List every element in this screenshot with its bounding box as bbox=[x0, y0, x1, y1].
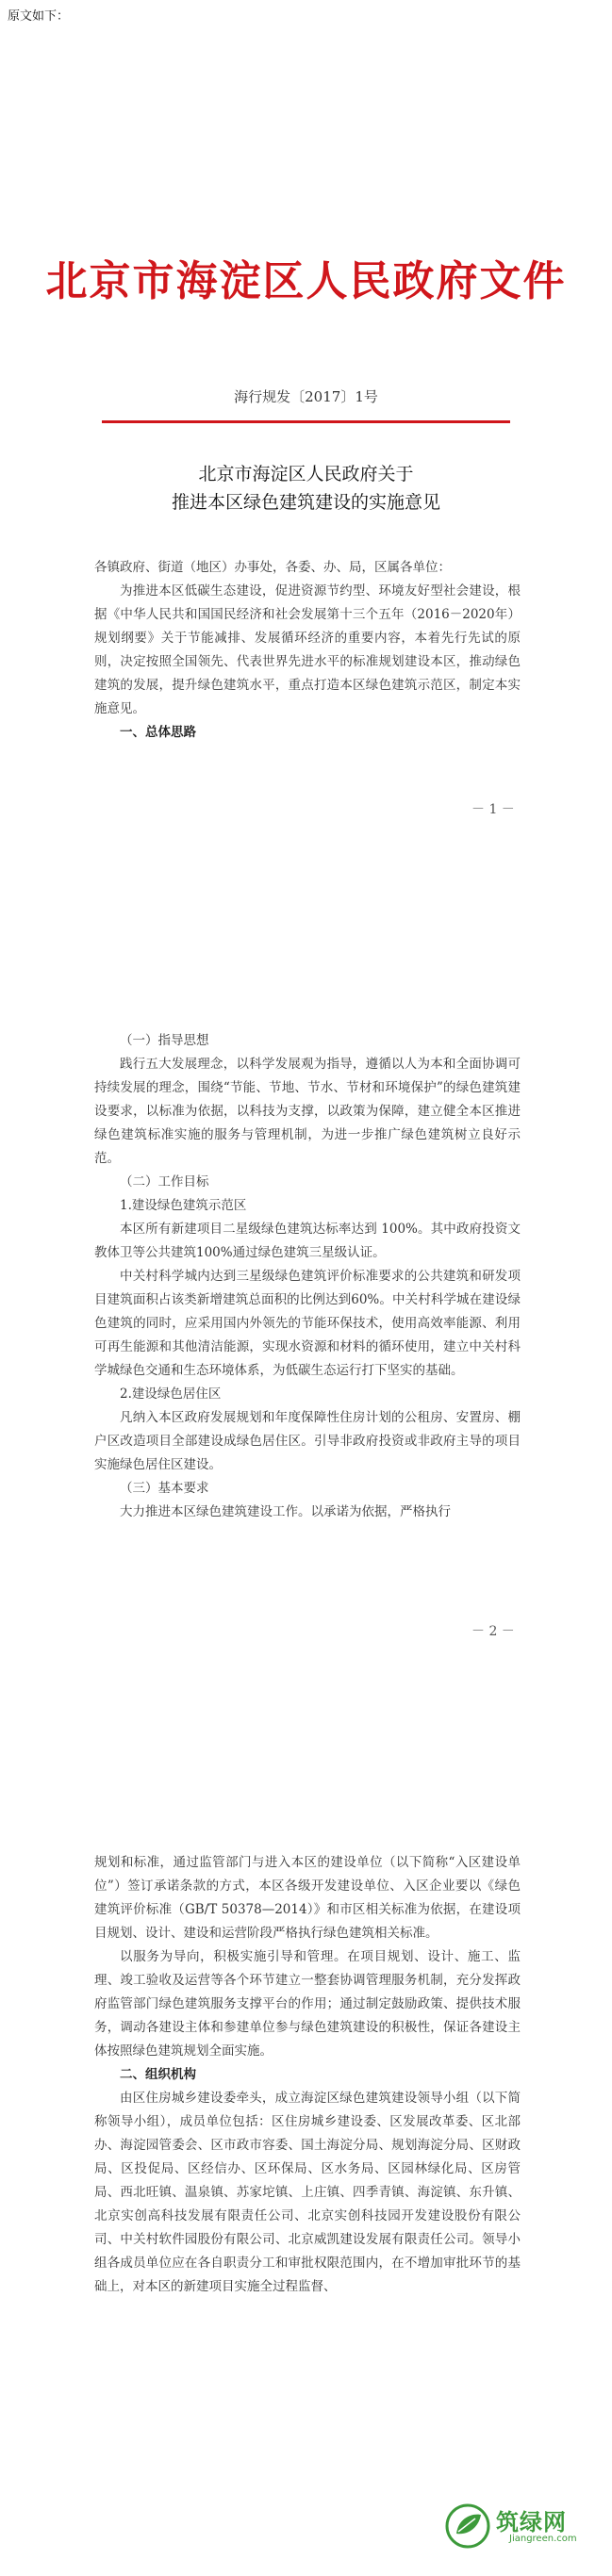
document-number: 海行规发〔2017〕1号 bbox=[234, 388, 378, 405]
requirements-continued-paragraph: 规划和标准，通过监管部门与进入本区的建设单位（以下简称“入区建设单位”）签订承诺条款的方式，本区各级开发建设单位、入区企业要以《绿色建筑评价标准（GB/T 50378—2014）》和市区相关标准为依据，在建设项目规划、设计、建设和运营阶段严格执行绿色建筑相关标准。 bbox=[94, 1855, 521, 1941]
intro-text: 原文如下： bbox=[8, 9, 70, 24]
organization-paragraph: 由区住房城乡建设委牵头，成立海淀区绿色建筑建设领导小组（以下简称领导小组），成员单位包括：区住房城乡建设委、区发展改革委、区北部办、海淀园管委会、区市政市容委、国土海淀分局、规划海淀分局、区财政局、区投促局、区经信办、区环保局、区水务局、区园林绿化局、区房管局、西北旺镇、温泉镇、苏家坨镇、上庄镇、四季青镇、海淀镇、东升镇、北京实创高科技发展有限责任公司、北京实创科技园开发建设股份有限公司、中关村软件园股份有限公司、北京威凯建设发展有限责任公司。领导小组各成员单位应在各自职责分工和审批权限范围内，在不增加审批环节的基础上，对本区的新建项目实施全过程监督、 bbox=[94, 2091, 521, 2294]
subheading-guiding-ideology: （一）指导思想 bbox=[120, 1033, 209, 1048]
page-2-body bbox=[94, 1029, 521, 1524]
preamble-paragraph: 为推进本区低碳生态建设，促进资源节约型、环境友好型社会建设，根据《中华人民共和国国民经济和社会发展第十三个五年（2016－2020年）规划纲要》关于节能减排、发展循环经济的重要内容，本着先行先试的原则，决定按照全国领先、代表世界先进水平的标准规划建设本区，推动绿色建筑的发展，提升绿色建筑水平，重点打造本区绿色建筑示范区，制定本实施意见。 bbox=[94, 583, 521, 716]
page-number-2: － 2 － bbox=[471, 1624, 515, 1639]
page-number-1: － 1 － bbox=[471, 802, 515, 817]
basic-requirements-paragraph: 大力推进本区绿色建筑建设工作。以承诺为依据，严格执行 bbox=[120, 1504, 451, 1519]
watermark-logo bbox=[443, 2498, 608, 2554]
recipients-line: 各镇政府、街道（地区）办事处，各委、办、局，区属各单位： bbox=[94, 560, 451, 575]
watermark-url-text: Jiangreen.com bbox=[509, 2534, 577, 2544]
goal-item-1-title: 1.建设绿色建筑示范区 bbox=[120, 1198, 247, 1213]
guiding-ideology-paragraph: 践行五大发展理念，以科学发展观为指导，遵循以人为本和全面协调可持续发展的理念，围绕“节能、节地、节水、节材和环境保护”的绿色建筑建设要求，以标准为依据，以科技为支撑，以政策为保障，建立健全本区推进绿色建筑标准实施的服务与管理机制，为进一步推广绿色建筑树立良好示范。 bbox=[94, 1057, 521, 1166]
section-heading-organization: 二、组织机构 bbox=[120, 2067, 196, 2082]
watermark-brand-text: 筑绿网 bbox=[496, 2509, 567, 2535]
goal-1-paragraph-b: 中关村科学城内达到三星级绿色建筑评价标准要求的公共建筑和研发项目建筑面积占该类新增建筑总面积的比例达到60%。中关村科学城在建设绿色建筑的同时，应采用国内外领先的节能环保技术，使用高效率能源、利用可再生能源和其他清洁能源，实现水资源和材料的循环使用，建立中关村科学城绿色交通和生态环境体系，为低碳生态运行打下坚实的基础。 bbox=[94, 1269, 521, 1378]
document-title bbox=[0, 460, 612, 517]
subheading-basic-requirements: （三）基本要求 bbox=[120, 1481, 209, 1496]
page-3-body bbox=[94, 1851, 521, 2299]
red-divider-line bbox=[102, 420, 510, 423]
leaf-logo-icon bbox=[443, 2502, 492, 2551]
goal-item-2-title: 2.建设绿色居住区 bbox=[120, 1386, 222, 1402]
goal-2-paragraph: 凡纳入本区政府发展规划和年度保障性住房计划的公租房、安置房、棚户区改造项目全部建设成绿色居住区。引导非政府投资或非政府主导的项目实施绿色居住区建设。 bbox=[94, 1410, 521, 1472]
document-title-line-2: 推进本区绿色建筑建设的实施意见 bbox=[171, 492, 440, 513]
page-1-body bbox=[94, 556, 521, 745]
goal-1-paragraph-a: 本区所有新建项目二星级绿色建筑达标率达到 100%。其中政府投资文教体卫等公共建筑100%通过绿色建筑三星级认证。 bbox=[94, 1222, 521, 1260]
document-title-line-1: 北京市海淀区人民政府关于 bbox=[198, 464, 414, 484]
subheading-work-goals: （二）工作目标 bbox=[120, 1174, 209, 1190]
service-guidance-paragraph: 以服务为导向，积极实施引导和管理。在项目规划、设计、施工、监理、竣工验收及运营等各个环节建立一整套协调管理服务机制，充分发挥政府监管部门绿色建筑服务支撑平台的作用；通过制定鼓励政策、提供技术服务，调动各建设主体和参建单位参与绿色建筑建设的积极性，保证各建设主体按照绿色建筑规划全面实施。 bbox=[94, 1949, 521, 2059]
document-header-title: 北京市海淀区人民政府文件 bbox=[45, 257, 567, 305]
section-heading-overall: 一、总体思路 bbox=[120, 725, 196, 740]
